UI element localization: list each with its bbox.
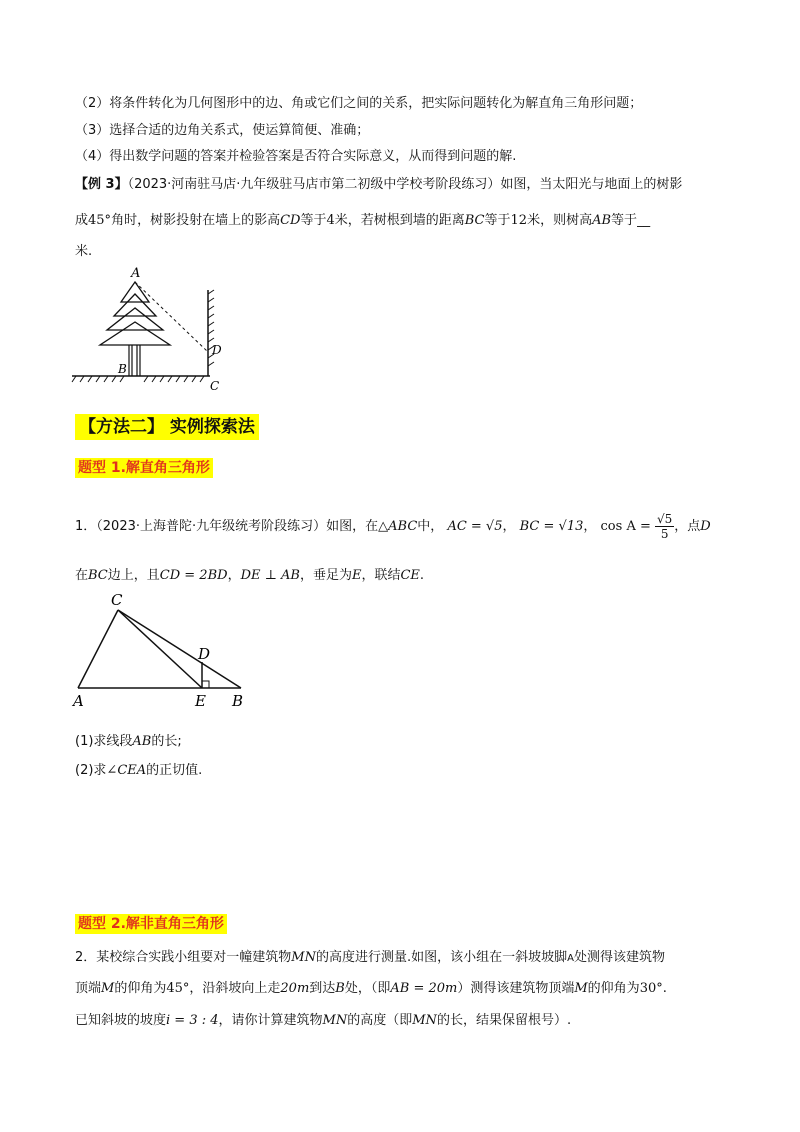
math-12: 12	[510, 213, 528, 228]
label-C: C	[111, 591, 123, 609]
text: 某校综合实践小组要对一幢建筑物	[96, 950, 292, 965]
text: 的高度（即	[347, 1013, 413, 1028]
example3-line3: 米.	[75, 244, 93, 259]
text: ）测得该建筑物顶端	[457, 981, 575, 996]
label-D: D	[212, 343, 222, 357]
math-ce: CE	[400, 568, 420, 583]
angle-45: 45°	[88, 213, 112, 228]
text: ，	[583, 519, 597, 534]
q2-line3	[75, 1011, 730, 1031]
label-A: A	[73, 692, 84, 710]
math-ab-eq: AB = 20m	[390, 981, 458, 996]
math-m: M	[574, 981, 588, 996]
tree-tier	[107, 308, 163, 330]
label-E: E	[195, 692, 206, 710]
text: 的仰角为	[114, 981, 167, 996]
text: 的高度进行测量.如图，该小组在一斜坡坡脚	[315, 950, 568, 965]
math-bc: BC	[88, 568, 108, 583]
math-cd: CD	[280, 213, 301, 228]
text: ，垂足为	[299, 568, 352, 583]
math-angle-cea: ∠CEA	[106, 763, 147, 778]
q2-line2	[75, 979, 730, 999]
fraction	[655, 512, 674, 541]
math-bc: BC = √13	[519, 519, 584, 534]
math-b: B	[335, 981, 345, 996]
text: 在	[75, 568, 89, 583]
math-m: M	[101, 981, 115, 996]
math-mn: MN	[322, 1013, 348, 1028]
text: 的长;	[151, 734, 182, 749]
example3-line2	[75, 211, 730, 231]
example3-tag: 【例 3】	[75, 177, 128, 192]
text: 顶端	[75, 981, 102, 996]
text: ，	[227, 568, 241, 583]
text: 米，若树根到墙的距离	[334, 213, 465, 228]
q1-sub2	[75, 761, 730, 781]
step-3: （3）选择合适的边角关系式，使运算简便、准确；	[75, 123, 370, 138]
text: ，请你计算建筑物	[218, 1013, 323, 1028]
math-ac: AC = √5	[447, 519, 503, 534]
step-4: （4）得出数学问题的答案并检验答案是否符合实际意义，从而得到问题的解.	[75, 149, 517, 164]
text: 到达	[309, 981, 336, 996]
text: 边上，且	[107, 568, 160, 583]
text: ，联结	[361, 568, 401, 583]
math-20m: 20m	[280, 981, 310, 996]
type1-title: 题型 1.解直角三角形	[75, 458, 213, 478]
math-mn: MN	[291, 950, 316, 965]
text: 已知斜坡的坡度	[75, 1013, 167, 1028]
question-number: 1．	[75, 519, 97, 534]
label-B: B	[118, 362, 127, 376]
fraction-num: √5	[657, 512, 673, 526]
example3-source: （2023·河南驻马店·九年级驻马店市第二初级中学校考阶段练习）如图，当太阳光与地面上的树影	[127, 177, 683, 192]
triangle-figure	[68, 588, 258, 712]
text: （2023·上海普陀·九年级统考阶段练习）如图，在	[96, 519, 379, 534]
math-mn: MN	[412, 1013, 437, 1028]
text: 成	[75, 213, 89, 228]
type2-title: 题型 2.解非直角三角形	[75, 914, 227, 934]
math-bc: BC	[464, 213, 485, 228]
math-cos: cos A =	[600, 519, 651, 534]
text: ，点	[674, 519, 701, 534]
text: 等于	[300, 213, 327, 228]
text: 处，（即	[344, 981, 391, 996]
math-ab: AB	[132, 734, 152, 749]
math-d: D	[700, 519, 711, 534]
tree-tier	[100, 322, 170, 345]
q1-line1	[75, 512, 730, 541]
text: 角时，树影投射在墙上的影高	[111, 213, 281, 228]
text: 米，则树高	[527, 213, 593, 228]
math-slope: i = 3 : 4	[166, 1013, 219, 1028]
text: 的正切值.	[146, 763, 203, 778]
math-triangle: △ABC	[378, 519, 418, 534]
math-4: 4	[326, 213, 335, 228]
example3-line1	[75, 175, 730, 195]
math-ab: AB	[592, 213, 612, 228]
text: 等于	[484, 213, 511, 228]
text: 处测得该建筑物	[573, 950, 665, 965]
q1-line2	[75, 566, 730, 586]
label-B: B	[232, 692, 244, 710]
text: .	[419, 568, 425, 583]
math-de: DE ⊥ AB	[240, 568, 300, 583]
step-2: （2）将条件转化为几何图形中的边、角或它们之间的关系，把实际问题转化为解直角三角形问题；	[75, 96, 643, 111]
text: ，	[502, 519, 516, 534]
tree-tier	[114, 294, 156, 316]
label-C: C	[210, 379, 220, 393]
text: 等于	[611, 213, 638, 228]
text: 中，	[417, 519, 444, 534]
label-D: D	[198, 645, 211, 663]
text: ，沿斜坡向上走	[189, 981, 281, 996]
tree-wall-figure	[70, 264, 240, 394]
angle-30: 30°.	[639, 981, 667, 996]
answer-blank: __	[637, 213, 651, 228]
math-cd: CD = 2BD	[159, 568, 228, 583]
text: 的仰角为	[587, 981, 640, 996]
q1-sub1	[75, 732, 730, 752]
math-a: A	[567, 953, 574, 964]
fraction-den: 5	[660, 527, 669, 541]
text: (1)求线段	[75, 734, 133, 749]
math-e: E	[351, 568, 362, 583]
q2-line1	[75, 948, 730, 969]
text: 的长，结果保留根号）.	[436, 1013, 572, 1028]
question-number: 2．	[75, 950, 97, 965]
text: (2)求	[75, 763, 107, 778]
label-A: A	[131, 266, 141, 281]
angle-45: 45°	[166, 981, 190, 996]
method2-title: 【方法二】 实例探索法	[75, 414, 259, 440]
